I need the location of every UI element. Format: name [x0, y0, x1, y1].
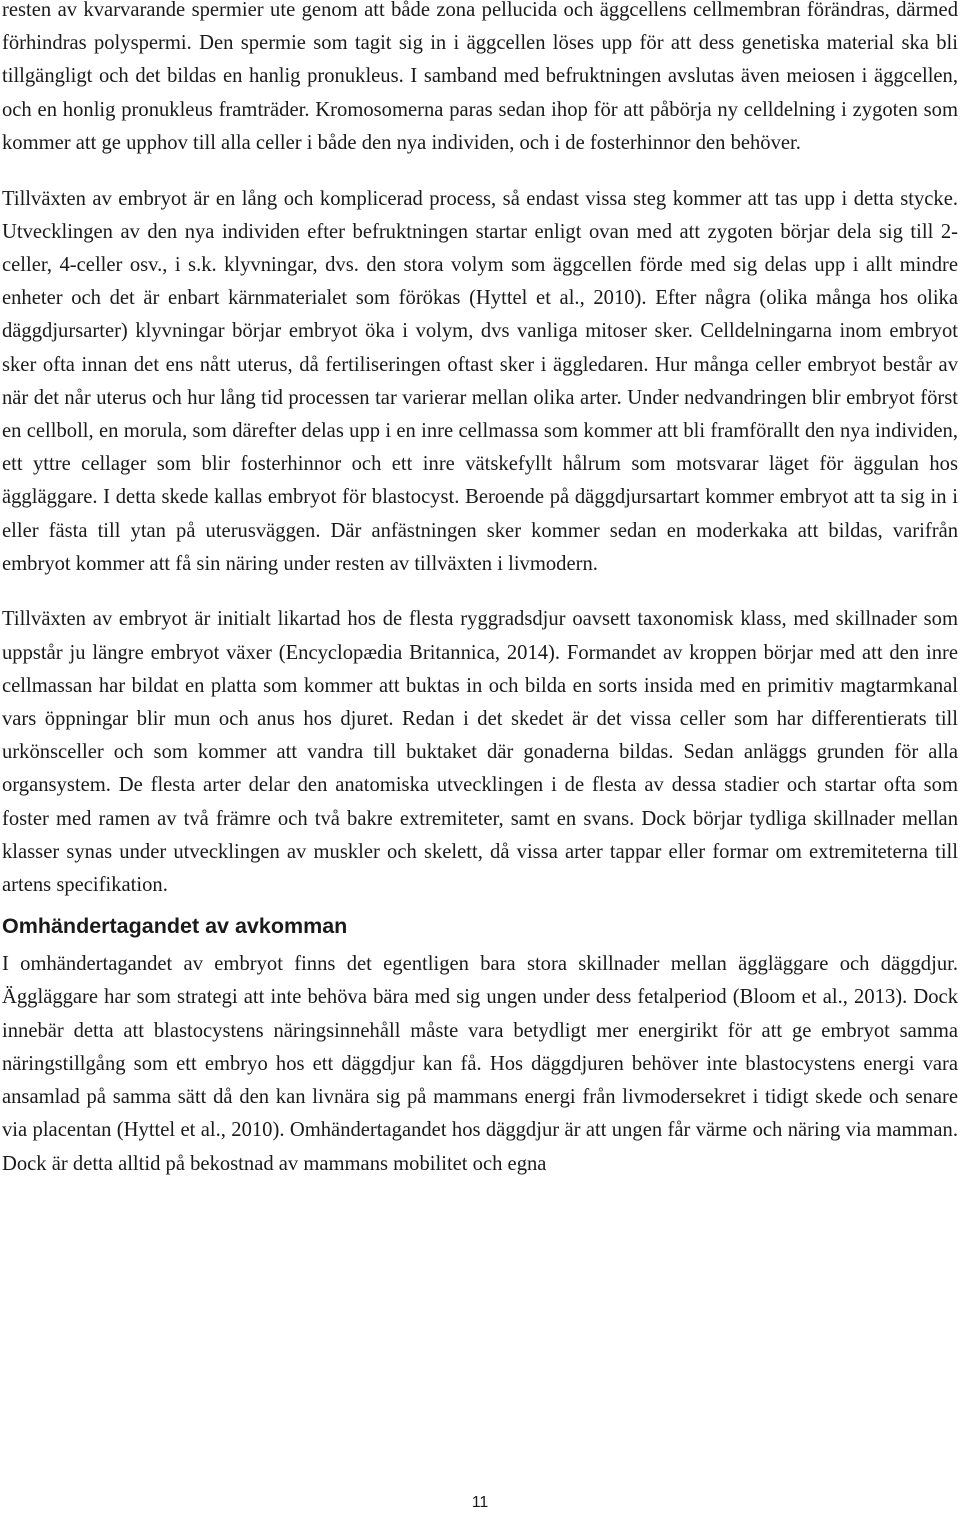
section-heading: Omhändertagandet av avkomman [2, 914, 348, 939]
paragraph-vertebrate-development: Tillväxten av embryot är initialt likartad hos de flesta ryggradsdjur oavsett taxonomisk klass, med skillnader som uppstår ju längre embryot växer (Encyclopædia Britannica, 2014). Formandet av kroppen börjar med att den inre cellmassan har bildat en platta som kommer att buktas in och bilda en sorts insida med en primitiv magtarmkanal vars öppningar blir mun och anus hos djuret. Redan i det skedet är det vissa celler som har differentierats till urkönsceller och som kommer att vandra till buktaket där gonaderna bildas. Sedan anläggs grunden för alla organsystem. De flesta arter delar den anatomiska utvecklingen i de flesta av dessa stadier och startar ofta som foster med ramen av två främre och två bakre extremiteter, samt en svans. Dock börjar tydliga skillnader mellan klasser synas under utvecklingen av muskler och skelett, då vissa arter tappar eller formar om extremiteterna till artens specifikation. [2, 608, 958, 897]
paragraph-gap [2, 581, 958, 604]
paragraph-embryo-growth: Tillväxten av embryot är en lång och komplicerad process, så endast vissa steg kommer att tas upp i detta stycke. Utvecklingen av den nya individen efter befruktningen startar enligt ovan med att zygoten börjar dela sig till 2-celler, 4-celler osv., i s.k. klyvningar, dvs. den stora volym som äggcellen förde med sig delas upp i allt mindre enheter och det är enbart kärnmaterialet som förökas (Hyttel et al., 2010). Efter några (olika många hos olika däggdjursarter) klyvningar börjar embryot öka i volym, dvs vanliga mitoser sker. Celldelningarna inom embryot sker ofta innan det ens nått uterus, då fertiliseringen oftast sker i äggledaren. Hur många celler embryot består av när det når uterus och hur lång tid processen tar varierar mellan olika arter. Under nedvandringen blir embryot först en cellboll, en morula, som därefter delas upp i en inre cellmassa som kommer att bli framförallt den nya individen, ett yttre cellager som blir fosterhinnor och ett inre vätskefyllt hålrum som motsvarar läget för äggulan hos äggläggare. I detta skede kallas embryot för blastocyst. Beroende på däggdjursartart kommer embryot att ta sig in i eller fästa till ytan på uterusväggen. Där anfästningen sker kommer sedan en moderkaka att bildas, varifrån embryot kommer att få sin näring under resten av tillväxten i livmodern. [2, 187, 958, 575]
page-number: 11 [471, 1494, 489, 1511]
paragraph-fertilization: resten av kvarvarande spermier ute genom att både zona pellucida och äggcellens cellmembran förändras, därmed förhindras polyspermi. Den spermie som tagit sig in i äggcellen löses upp för att dess genetiska material ska bli tillgängligt och det bildas en hanlig pronukleus. I samband med befruktningen avslutas även meiosen i äggcellen, och en honlig pronukleus framträder. Kromosomerna paras sedan ihop för att påbörja ny celldelning i zygoten som kommer att ge upphov till alla celler i både den nya individen, och i de fosterhinnor den behöver. [2, 0, 958, 154]
paragraph-offspring-care: I omhändertagandet av embryot finns det egentligen bara stora skillnader mellan äggläggare och däggdjur. Äggläggare har som strategi att inte behöva bära med sig ungen under dess fetalperiod (Bloom et al., 2013). Dock innebär detta att blastocystens näringsinnehåll måste vara betydligt mer energirikt för att ge embryot samma näringstillgång som ett embryo hos ett däggdjur kan få. Hos däggdjuren behöver inte blastocystens energi vara ansamlad på samma sätt då den kan livnära sig på mammans energi från livmodersekret i tidigt skede och senare via placentan (Hyttel et al., 2010). Omhändertagandet hos däggdjur är att ungen får värme och näring via mamman. Dock är detta alltid på bekostnad av mammans mobilitet och egna [2, 953, 958, 1175]
paragraph-gap [2, 160, 958, 183]
